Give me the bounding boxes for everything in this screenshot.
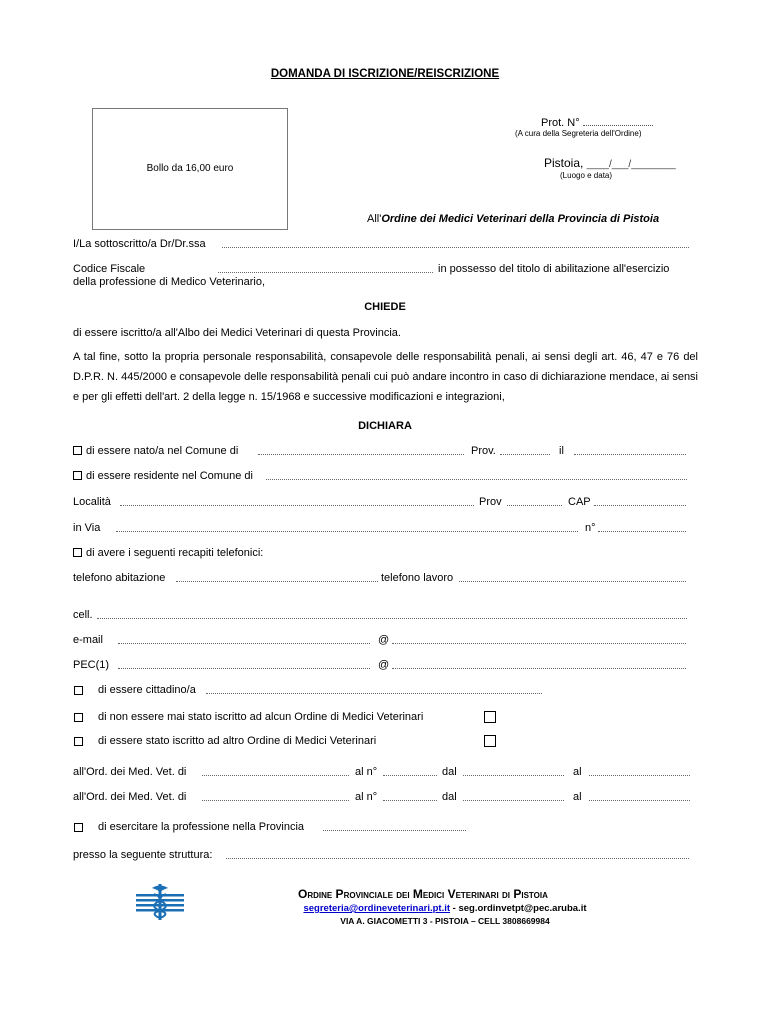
dichiara-heading: DICHIARA (358, 420, 412, 432)
chiede-heading: CHIEDE (364, 301, 406, 313)
ord-to-label-1: al (573, 766, 582, 778)
never-enrolled-checkbox[interactable] (74, 713, 83, 722)
undersigned-field[interactable] (222, 247, 689, 248)
citizen-field[interactable] (206, 693, 542, 694)
enrolled-other-label: di essere stato iscritto ad altro Ordine di Medici Veterinari (98, 735, 377, 747)
request-text: di essere iscritto/a all'Albo dei Medici Veterinari di questa Provincia. (73, 327, 401, 339)
born-city-field[interactable] (258, 454, 464, 455)
ord-to-label-2: al (573, 791, 582, 803)
phones-checkbox[interactable] (73, 548, 82, 557)
born-row: di essere nato/a nel Comune di (73, 445, 238, 457)
email-label: e-mail (73, 634, 103, 646)
practice-checkbox[interactable] (74, 823, 83, 832)
pec-user-field[interactable] (118, 668, 370, 669)
structure-field[interactable] (226, 858, 689, 859)
ord-number-field-1[interactable] (383, 775, 437, 776)
born-date-label: il (559, 445, 564, 457)
place-date: Pistoia, ____/___/________ (544, 156, 676, 170)
ord-from-label-1: dal (442, 766, 457, 778)
never-enrolled-label: di non essere mai stato iscritto ad alcun Ordine di Medici Veterinari (98, 711, 424, 723)
resident-row: di essere residente nel Comune di (73, 470, 253, 482)
born-checkbox[interactable] (73, 446, 82, 455)
ord-label-2: all'Ord. dei Med. Vet. di (73, 791, 187, 803)
never-enrolled-box[interactable] (484, 711, 496, 723)
citizen-label: di essere cittadino/a (98, 684, 196, 696)
structure-label: presso la seguente struttura: (73, 849, 213, 861)
born-prov-label: Prov. (471, 445, 496, 457)
practice-field[interactable] (323, 830, 466, 831)
protocol-label: Prot. N° (541, 116, 653, 129)
number-label: n° (585, 522, 596, 534)
place-date-note: (Luogo e data) (560, 171, 613, 180)
home-phone-field[interactable] (176, 581, 378, 582)
born-date-field[interactable] (574, 454, 686, 455)
ord-to-field-2[interactable] (589, 800, 690, 801)
caduceus-logo-icon (136, 884, 184, 920)
ord-from-label-2: dal (442, 791, 457, 803)
born-prov-field[interactable] (500, 454, 550, 455)
stamp-box (92, 108, 288, 230)
declaration-text: A tal fine, sotto la propria personale responsabilità, consapevole delle responsabilità penali, ai sensi degli art. 46, 47 e 76 del D.P.R. N. 445/2000 e consapevole delle responsabilità penali cui può andare incontro in caso di dichiarazione mendace, ai sensi e per gli effetti dell'art. 2 della legge n. 15/1968 e successive modificazioni e integrazioni, (73, 351, 698, 403)
locality-prov-field[interactable] (507, 505, 562, 506)
email-user-field[interactable] (118, 643, 370, 644)
ord-city-field-1[interactable] (202, 775, 349, 776)
undersigned-label: I/La sottoscritto/a Dr/Dr.ssa (73, 238, 206, 250)
ord-number-field-2[interactable] (383, 800, 437, 801)
resident-city-field[interactable] (266, 479, 687, 480)
email-at: @ (378, 634, 390, 646)
cap-label: CAP (568, 496, 591, 508)
addressee: All'Ordine dei Medici Veterinari della Provincia di Pistoia (367, 213, 660, 225)
enrolled-other-checkbox[interactable] (74, 737, 83, 746)
profession-line: della professione di Medico Veterinario, (73, 276, 266, 288)
pec-domain-field[interactable] (392, 668, 686, 669)
locality-prov-label: Prov (479, 496, 502, 508)
via-label: in Via (73, 522, 101, 534)
practice-label: di esercitare la professione nella Provincia (98, 821, 305, 833)
work-phone-label: telefono lavoro (381, 572, 454, 584)
footer-contacts (60, 903, 770, 914)
cell-label: cell. (73, 609, 93, 621)
locality-field[interactable] (120, 505, 474, 506)
fiscal-code-suffix: in possesso del titolo di abilitazione all'esercizio (438, 263, 670, 275)
number-field[interactable] (598, 531, 686, 532)
ord-to-field-1[interactable] (589, 775, 690, 776)
ord-city-field-2[interactable] (202, 800, 349, 801)
email-domain-field[interactable] (392, 643, 686, 644)
cap-field[interactable] (594, 505, 686, 506)
footer-pec: - seg.ordinvetpt@pec.aruba.it (450, 903, 587, 914)
pec-label: PEC(1) (73, 659, 110, 671)
ord-label-1: all'Ord. dei Med. Vet. di (73, 766, 187, 778)
work-phone-field[interactable] (459, 581, 686, 582)
ord-number-label-1: al n° (355, 766, 378, 778)
ord-from-field-1[interactable] (463, 775, 564, 776)
resident-checkbox[interactable] (73, 471, 82, 480)
fiscal-code-field[interactable] (218, 272, 433, 273)
stamp-label: Bollo da 16,00 euro (146, 163, 234, 174)
cell-field[interactable] (97, 618, 687, 619)
ord-from-field-2[interactable] (463, 800, 564, 801)
protocol-note: (A cura della Segreteria dell'Ordine) (515, 129, 642, 138)
ord-number-label-2: al n° (355, 791, 378, 803)
fiscal-code-label: Codice Fiscale (73, 263, 146, 275)
enrolled-other-box[interactable] (484, 735, 496, 747)
page-title: DOMANDA DI ISCRIZIONE/REISCRIZIONE (270, 68, 500, 80)
phones-row: di avere i seguenti recapiti telefonici: (73, 547, 263, 559)
footer-email-link[interactable]: segreteria@ordineveterinari.pt.it (303, 903, 451, 914)
home-phone-label: telefono abitazione (73, 572, 166, 584)
citizen-checkbox[interactable] (74, 686, 83, 695)
footer-title: Ordine Provinciale dei Medici Veterinari di Pistoia (298, 887, 548, 901)
footer-address: VIA A. GIACOMETTI 3 - PISTOIA – CELL 3808669984 (340, 916, 550, 926)
locality-label: Località (73, 496, 111, 508)
via-field[interactable] (116, 531, 578, 532)
pec-at: @ (378, 659, 390, 671)
